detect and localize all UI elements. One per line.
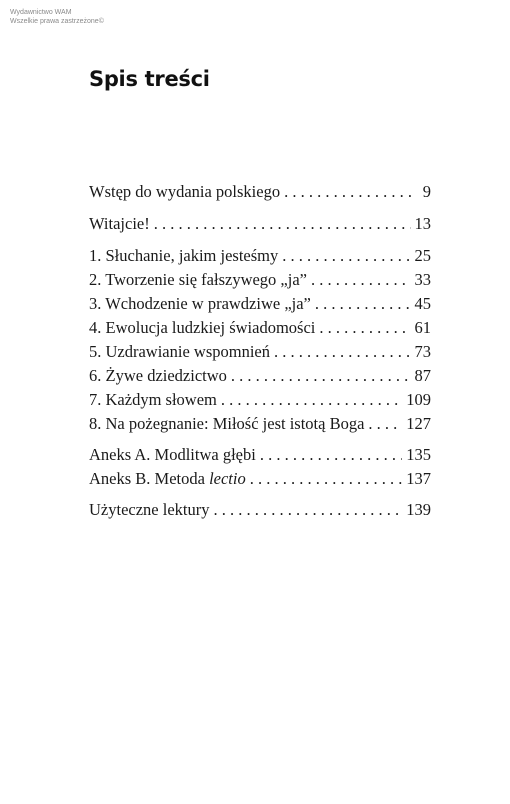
- toc-entry-label: 1. Słuchanie, jakim jesteśmy: [89, 246, 279, 265]
- toc-entry-page: 137: [406, 469, 431, 488]
- toc-entry-label: Wstęp do wydania polskiego: [89, 182, 281, 201]
- toc-entry-page: 13: [414, 214, 431, 233]
- toc-entry-page: 139: [406, 500, 431, 519]
- toc-leader-dots: [368, 412, 402, 436]
- toc-leader-dots: [154, 212, 411, 236]
- toc-entry-chapter-3: [89, 292, 431, 316]
- toc-entry-page: 87: [414, 366, 431, 385]
- toc-leader-dots: [231, 364, 411, 388]
- watermark-publisher: Wydawnictwo WAM: [10, 9, 72, 16]
- toc-leader-dots: [221, 388, 402, 412]
- toc-entry-label: Użyteczne lektury: [89, 500, 210, 519]
- toc-entry-annex-b: [89, 467, 431, 491]
- toc-entry-label: 4. Ewolucja ludzkiej świadomości: [89, 318, 316, 337]
- toc-entry-page: 109: [406, 390, 431, 409]
- toc-leader-dots: [311, 268, 411, 292]
- toc-entry-chapter-1: [89, 244, 431, 268]
- toc-entry-page: 45: [414, 294, 431, 313]
- watermark: [10, 8, 104, 26]
- toc-entry-chapter-6: [89, 364, 431, 388]
- toc-entry-label: [89, 467, 246, 491]
- page-title: Spis treści: [89, 67, 210, 91]
- table-of-contents: [89, 180, 431, 522]
- toc-entry-reading: [89, 498, 431, 522]
- watermark-rights: Wszelkie prawa zastrzeżone©: [10, 18, 104, 25]
- toc-entry-label: 7. Każdym słowem: [89, 390, 217, 409]
- toc-entry-welcome: [89, 212, 431, 236]
- toc-entry-page: 73: [414, 342, 431, 361]
- toc-entry-chapter-2: [89, 268, 431, 292]
- toc-entry-chapter-5: [89, 340, 431, 364]
- toc-entry-chapter-8: [89, 412, 431, 436]
- toc-entry-label-prefix: Aneks B. Metoda: [89, 469, 210, 488]
- toc-entry-intro: [89, 180, 431, 204]
- toc-entry-page: 135: [406, 445, 431, 464]
- toc-entry-chapter-4: [89, 316, 431, 340]
- toc-leader-dots: [284, 180, 411, 204]
- toc-leader-dots: [213, 498, 402, 522]
- toc-entry-page: 33: [414, 270, 431, 289]
- toc-entry-chapter-7: [89, 388, 431, 412]
- toc-entry-label: 5. Uzdrawianie wspomnień: [89, 342, 270, 361]
- toc-entry-label: Witajcie!: [89, 214, 150, 233]
- toc-entry-page: 25: [414, 246, 431, 265]
- toc-entry-page: 127: [406, 414, 431, 433]
- toc-entry-page: 9: [422, 182, 431, 201]
- toc-leader-dots: [250, 467, 403, 491]
- toc-leader-dots: [282, 244, 410, 268]
- toc-leader-dots: [274, 340, 411, 364]
- toc-entry-annex-a: [89, 443, 431, 467]
- toc-leader-dots: [315, 292, 411, 316]
- toc-entry-label: 3. Wchodzenie w prawdziwe „ja”: [89, 294, 311, 313]
- toc-entry-label: 8. Na pożegnanie: Miłość jest istotą Boga: [89, 414, 365, 433]
- toc-entry-page: 61: [414, 318, 431, 337]
- toc-entry-label-italic: lectio: [209, 469, 246, 488]
- toc-entry-label: Aneks A. Modlitwa głębi: [89, 445, 256, 464]
- toc-leader-dots: [260, 443, 402, 467]
- toc-entry-label: 2. Tworzenie się fałszywego „ja”: [89, 270, 307, 289]
- toc-leader-dots: [319, 316, 410, 340]
- toc-entry-label: 6. Żywe dziedzictwo: [89, 366, 227, 385]
